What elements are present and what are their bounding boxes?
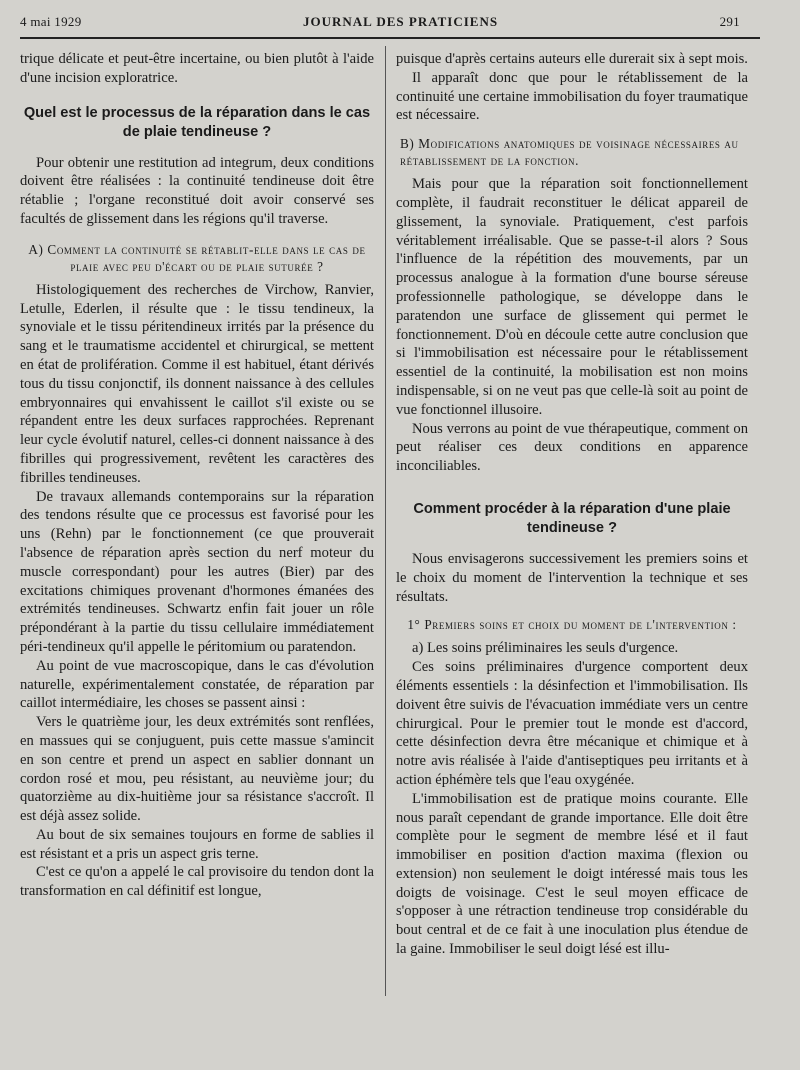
paragraph: Au bout de six semaines toujours en forme de sablies il est résistant et a pris un aspect gris terne. (20, 826, 374, 862)
subsection-heading: B) Modifications anatomiques de voisinage nécessaires au rétablissement de la fonction. (400, 136, 739, 169)
paragraph: Mais pour que la réparation soit fonctionnellement complète, il faudrait reconstituer le délicat appareil de glissement, la synoviale. Pratiquement, c'est parfois véritablement irréalisable. Que se passe-t-il alors ? Sous l'influence de la répétition des mouvements, par un processus analogue à la formation d'une bourse séreuse professionnelle pathologique, se développe dans le paratendon une surface de glissement qui permet le fonctionnement. D'où en découle cette autre conclusion que si l'immobilisation est nécessaire pour le rétablissement essentiel de la continuité, la mobilisation est non moins indispensable, si on ne veut pas que celle-là soit au point de vue fonctionnel illusoire. (396, 176, 748, 418)
paragraph: Il apparaît donc que pour le rétablissement de la continuité une certaine immobilisation du foyer traumatique est nécessaire. (396, 69, 748, 124)
header-date: 4 mai 1929 (20, 14, 82, 29)
paragraph: a) Les soins préliminaires les seuls d'urgence. (412, 640, 679, 657)
subsection-heading: 1° Premiers soins et choix du moment de l'intervention : (407, 617, 737, 633)
paragraph: Ces soins préliminaires d'urgence comportent deux éléments essentiels : la désinfection et l'immobilisation. Ils doivent être suivis de l'évacuation immédiate vers un centre chirurgical. Pour le premier tout le monde est d'accord, cette désinfection devra être mécanique et chimique et à notre avis réalisée à l'aide d'antiseptiques peu irritants et à action éphémère tels que l'eau oxygénée. (396, 659, 748, 788)
paragraph: De travaux allemands contemporains sur la réparation des tendons résulte que ce processus est favorisé pour les uns (Rehn) par le fonctionnement (ce que prouverait l'absence de réparation après section du nerf moteur du muscle correspondant) pour les autres (Bier) par des excitations chimiques provenant d'hormones émanées des extrémités tendineuses. Schwartz enfin fait jouer un rôle prépondérant à la partie du tissu cellulaire immédiatement péri-tendineux qu'il appelle le péritomium ou paratendon. (20, 488, 374, 655)
section-heading: Comment procéder à la réparation d'une plaie tendineuse ? (413, 500, 731, 536)
left-column (20, 50, 374, 901)
header-journal-title: JOURNAL DES PRATICIENS (302, 14, 499, 29)
paragraph: Nous verrons au point de vue thérapeutique, comment on peut réaliser ces deux conditions en apparence inconciliables. (396, 420, 748, 475)
section-heading: Quel est le processus de la réparation dans le cas de plaie tendineuse ? (23, 104, 371, 140)
paragraph: L'immobilisation est de pratique moins courante. Elle nous paraît cependant de grande importance. Elle doit être complète pour le segment de membre lésé et il faut immobiliser en position d'action maxima (flexion ou extension) non seulement le doigt intéressé mais tous les doigts de voisinage. C'est le seul moyen efficace de s'opposer à une rétraction tendineuse trop considérable du bout central et de ce fait à une inoculation plus étendue de la gaine. Immobiliser le seul doigt lésé est illu- (396, 790, 748, 958)
header-rule (20, 37, 760, 39)
right-column (396, 50, 748, 959)
paragraph: puisque d'après certains auteurs elle durerait six à sept mois. (396, 51, 748, 67)
header-page-number: 291 (719, 14, 740, 29)
paragraph: Au point de vue macroscopique, dans le cas d'évolution naturelle, expérimentalement constatée, de réparation par caillot intermédiaire, les choses se passent ainsi : (20, 657, 374, 712)
paragraph: C'est ce qu'on a appelé le cal provisoire du tendon dont la transformation en cal définitif est longue, (20, 864, 374, 900)
paragraph: Histologiquement des recherches de Virchow, Ranvier, Letulle, Ederlen, il résulte que : le tissu tendineux, la synoviale et le tissu péritendineux irrités par la présence du sang et le traumatisme accidentel et chirurgical, se mettent en état de prolifération. Comme il est habituel, étant dérivés tous du tissu conjonctif, ils donnent naissance à des cellules embryonnaires qui envahissent le caillot s'il existe ou se répandent entre les deux surfaces rapprochées. Reprenant leur cycle évolutif naturel, celles-ci donnent naissance à des fibrilles qui progressivement, revêtent les caractères des fibrilles tendineuses. (20, 281, 374, 486)
paragraph: Vers le quatrième jour, les deux extrémités sont renflées, en massues qui se conjuguent, puis cette massue s'amincit en son centre et prend un aspect en sablier donnant un cordon rosé et mou, peu résistant, au neuvième jour; du quatorzième au dix-huitième jour sa résistance s'accroît. Il est déjà assez solide. (20, 714, 374, 825)
page-header (20, 14, 740, 38)
column-divider (385, 46, 386, 996)
paragraph: Pour obtenir une restitution ad integrum, deux conditions doivent être réalisées : la continuité tendineuse doit être rétablie ; l'organe reconstitué doit avoir conservé ses facultés de glissement dans les régions qu'il traverse. (20, 154, 374, 227)
paragraph: trique délicate et peut-être incertaine, ou bien plutôt à l'aide d'une incision exploratrice. (20, 51, 374, 86)
paragraph: Nous envisagerons successivement les premiers soins et le choix du moment de l'intervention la technique et ses résultats. (396, 550, 748, 605)
subsection-heading: A) Comment la continuité se rétablit-elle dans le cas de plaie avec peu d'écart ou de plaie suturée ? (28, 241, 366, 274)
